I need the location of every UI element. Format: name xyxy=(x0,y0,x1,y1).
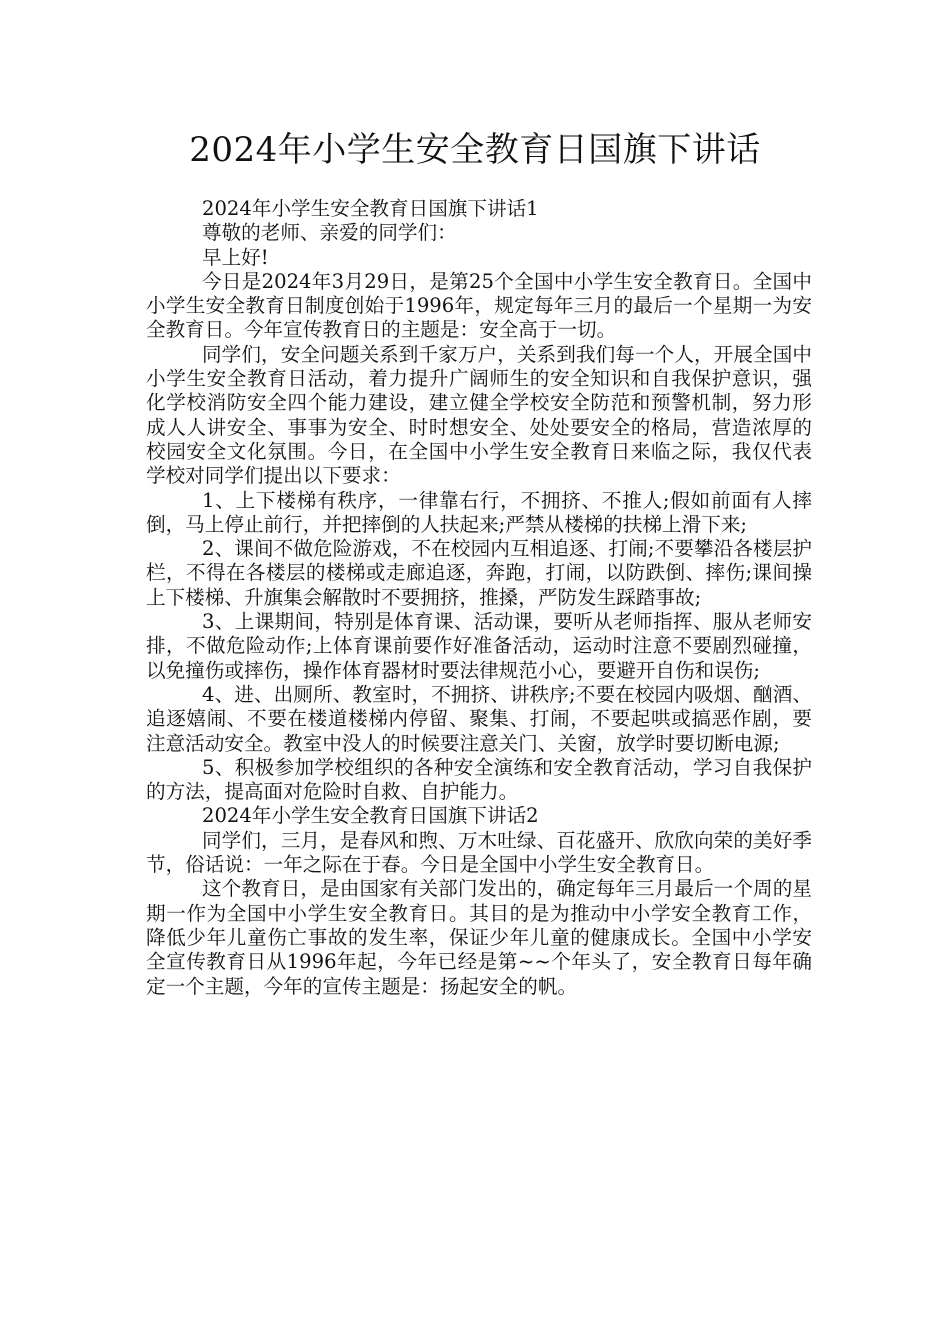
list-item: 3、上课期间，特别是体育课、活动课，要听从老师指挥、服从老师安排，不做危险动作;上体育课前要作好准备活动，运动时注意不要剧烈碰撞，以免撞伤或摔伤，操作体育器材时要法律规范小心，要避开自伤和误伤; xyxy=(146,610,812,682)
paragraph: 同学们，安全问题关系到千家万户，关系到我们每一个人，开展全国中小学生安全教育日活动，着力提升广阔师生的安全知识和自我保护意识，强化学校消防安全四个能力建设，建立健全学校安全防范和预警机制，努力形成人人讲安全、事事为安全、时时想安全、处处要安全的格局，营造浓厚的校园安全文化氛围。今日，在全国中小学生安全教育日来临之际，我仅代表学校对同学们提出以下要求： xyxy=(146,342,812,488)
list-item: 2、课间不做危险游戏，不在校园内互相追逐、打闹;不要攀沿各楼层护栏，不得在各楼层的楼梯或走廊追逐，奔跑，打闹，以防跌倒、摔伤;课间操上下楼梯、升旗集会解散时不要拥挤，推搡，严防发生踩踏事故; xyxy=(146,537,812,609)
section-heading-2: 2024年小学生安全教育日国旗下讲话2 xyxy=(202,804,539,828)
document-body xyxy=(146,197,812,999)
list-item: 1、上下楼梯有秩序，一律靠右行，不拥挤、不推人;假如前面有人摔倒，马上停止前行，并把摔倒的人扶起来;严禁从楼梯的扶梯上滑下来; xyxy=(146,488,812,536)
document-title: 2024年小学生安全教育日国旗下讲话 xyxy=(189,130,761,170)
paragraph: 今日是2024年3月29日，是第25个全国中小学生安全教育日。全国中小学生安全教育日制度创始于1996年，规定每年三月的最后一个星期一为安全教育日。今年宣传教育日的主题是：安全高于一切。 xyxy=(146,269,812,342)
paragraph: 同学们，三月，是春风和煦、万木吐绿、百花盛开、欣欣向荣的美好季节，俗话说：一年之际在于春。今日是全国中小学生安全教育日。 xyxy=(146,828,812,877)
paragraph: 这个教育日，是由国家有关部门发出的，确定每年三月最后一个周的星期一作为全国中小学生安全教育日。其目的是为推动中小学安全教育工作，降低少年儿童伤亡事故的发生率，保证少年儿童的健康成长。全国中小学安全宣传教育日从1996年起，今年已经是第~~个年头了，安全教育日每年确定一个主题，今年的宣传主题是：扬起安全的帆。 xyxy=(146,877,812,998)
list-item: 4、进、出厕所、教室时，不拥挤、讲秩序;不要在校园内吸烟、酗酒、追逐嬉闹、不要在楼道楼梯内停留、聚集、打闹，不要起哄或搞恶作剧，要注意活动安全。教室中没人的时候要注意关门、关窗，放学时要切断电源; xyxy=(146,682,812,755)
salutation: 尊敬的老师、亲爱的同学们： xyxy=(202,221,457,245)
list-item: 5、积极参加学校组织的各种安全演练和安全教育活动，学习自我保护的方法，提高面对危险时自救、自护能力。 xyxy=(146,755,812,804)
section-heading-1: 2024年小学生安全教育日国旗下讲话1 xyxy=(202,197,539,220)
greeting: 早上好! xyxy=(202,245,269,269)
